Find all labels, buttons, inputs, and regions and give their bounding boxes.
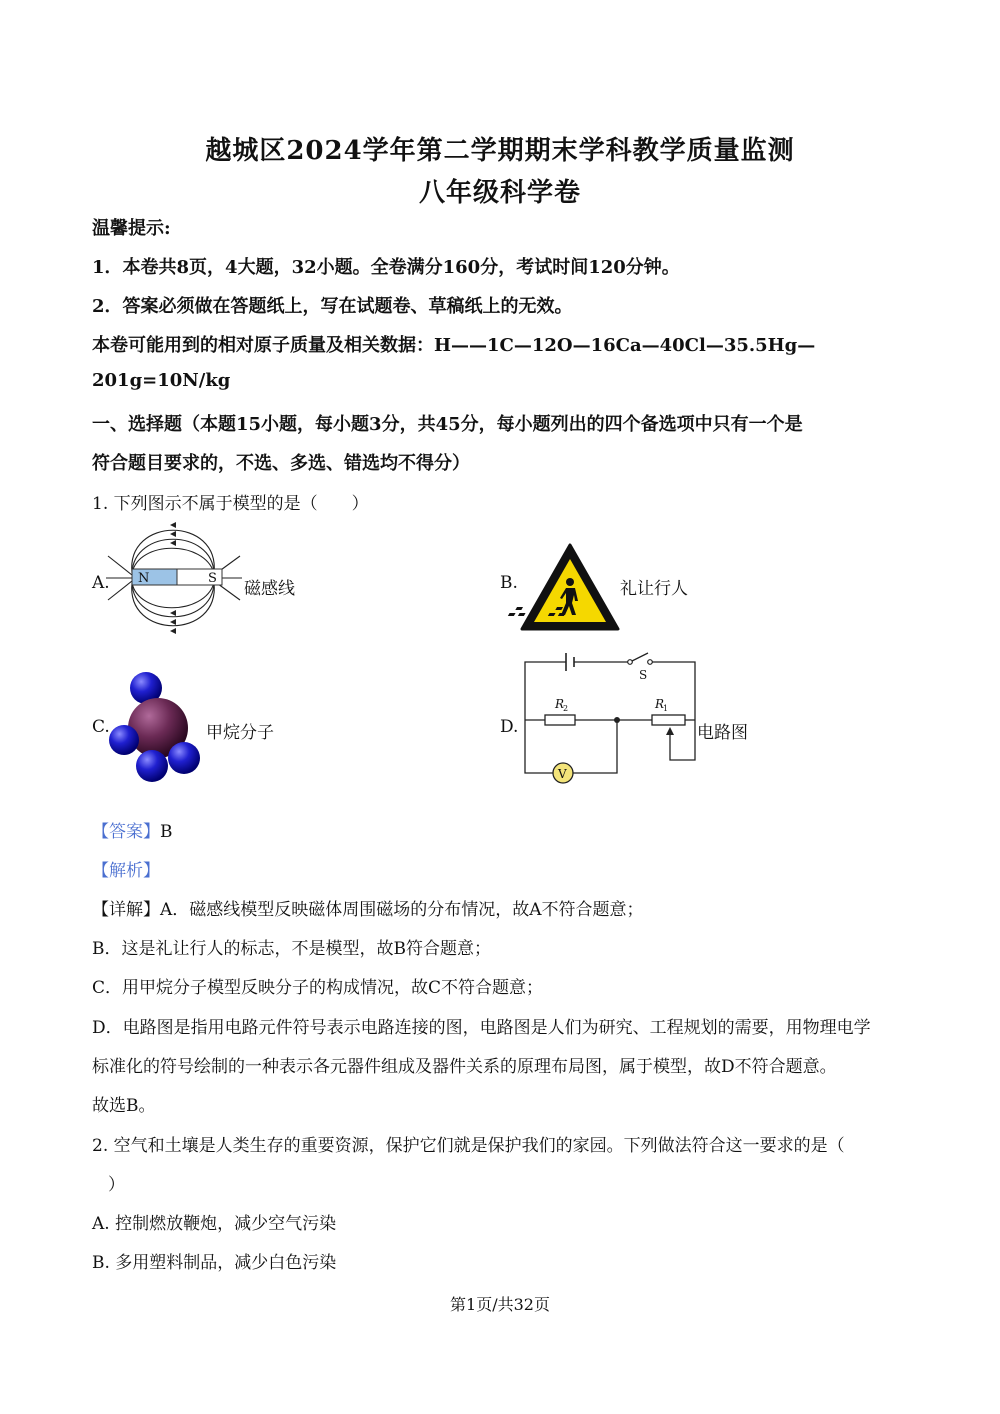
- q1-option-a-caption: 磁感线: [244, 579, 295, 599]
- detail-d-line-1: D．电路图是指用电路元件符号表示电路连接的图，电路图是人们为研究、工程规划的需要，用物理电学: [92, 1018, 871, 1038]
- q1-option-b-label: B.: [500, 573, 518, 593]
- r1-subscript: 1: [663, 704, 669, 713]
- section-heading-line-2: 符合题目要求的，不选、多选、错选均不得分）: [92, 453, 470, 474]
- methane-molecule-figure: [108, 660, 208, 790]
- r2-label: R: [555, 697, 565, 711]
- atomic-mass-line-1: 本卷可能用到的相对原子质量及相关数据：H——1C—12O—16Ca—40Cl—35.5Hg—: [92, 335, 816, 356]
- r1-label: R: [655, 697, 665, 711]
- page-subtitle: 八年级科学卷: [418, 178, 581, 208]
- pedestrian-sign-icon: [520, 543, 620, 631]
- q1-option-c-caption: 甲烷分子: [206, 723, 274, 743]
- magnet-n-label: N: [138, 571, 150, 586]
- q1-option-a-label: A.: [92, 573, 110, 593]
- q1-option-c-label: C.: [92, 717, 110, 737]
- q2-stem-line-2: ）: [108, 1175, 125, 1195]
- r2-subscript: 2: [563, 704, 569, 713]
- analysis-tag: 【解析】: [92, 861, 160, 881]
- q1-conclusion: 故选B。: [92, 1096, 156, 1116]
- detail-a-text: A．磁感线模型反映磁体周围磁场的分布情况，故A不符合题意；: [160, 900, 644, 920]
- notice-item-2: 2．答案必须做在答题纸上，写在试题卷、草稿纸上的无效。: [92, 296, 573, 317]
- answer-tag: 【答案】: [92, 822, 160, 842]
- magnetic-field-figure: [104, 520, 244, 635]
- detail-a: [92, 895, 644, 920]
- atomic-mass-line-2: 201g=10N/kg: [92, 370, 231, 391]
- q2-stem-line-1: 2. 空气和土壤是人类生存的重要资源，保护它们就是保护我们的家园。下列做法符合这一要求的是（: [92, 1136, 845, 1156]
- detail-d-line-2: 标准化的符号绘制的一种表示各元器件组成及器件关系的原理布局图，属于模型，故D不符合题意。: [92, 1057, 837, 1077]
- notice-heading: 温馨提示:: [92, 218, 171, 239]
- switch-label: S: [639, 668, 648, 682]
- answer-value: B: [160, 822, 173, 842]
- q2-option-b: B. 多用塑料制品，减少白色污染: [92, 1253, 337, 1273]
- magnet-s-label: S: [208, 571, 217, 586]
- q1-option-d-label: D.: [500, 717, 519, 737]
- notice-item-1: 1．本卷共8页，4大题，32小题。全卷满分160分，考试时间120分钟。: [92, 257, 680, 278]
- page-number: 第1页/共32页: [450, 1295, 550, 1314]
- detail-c: C．用甲烷分子模型反映分子的构成情况，故C不符合题意；: [92, 978, 544, 998]
- q1-option-d-caption: 电路图: [697, 723, 748, 743]
- page-title: 越城区2024学年第二学期期末学科教学质量监测: [205, 136, 795, 166]
- q1-stem: 1. 下列图示不属于模型的是（ ）: [92, 494, 369, 514]
- voltmeter-label: V: [558, 767, 567, 781]
- q1-option-b-caption: 礼让行人: [620, 579, 688, 599]
- detail-tag: 【详解】: [92, 900, 160, 920]
- q1-answer: [92, 817, 173, 842]
- q2-option-a: A. 控制燃放鞭炮，减少空气污染: [92, 1214, 337, 1234]
- section-heading-line-1: 一、选择题（本题15小题，每小题3分，共45分，每小题列出的四个备选项中只有一个是: [92, 414, 803, 435]
- detail-b: B．这是礼让行人的标志，不是模型，故B符合题意；: [92, 939, 491, 959]
- circuit-diagram-figure: [520, 650, 700, 781]
